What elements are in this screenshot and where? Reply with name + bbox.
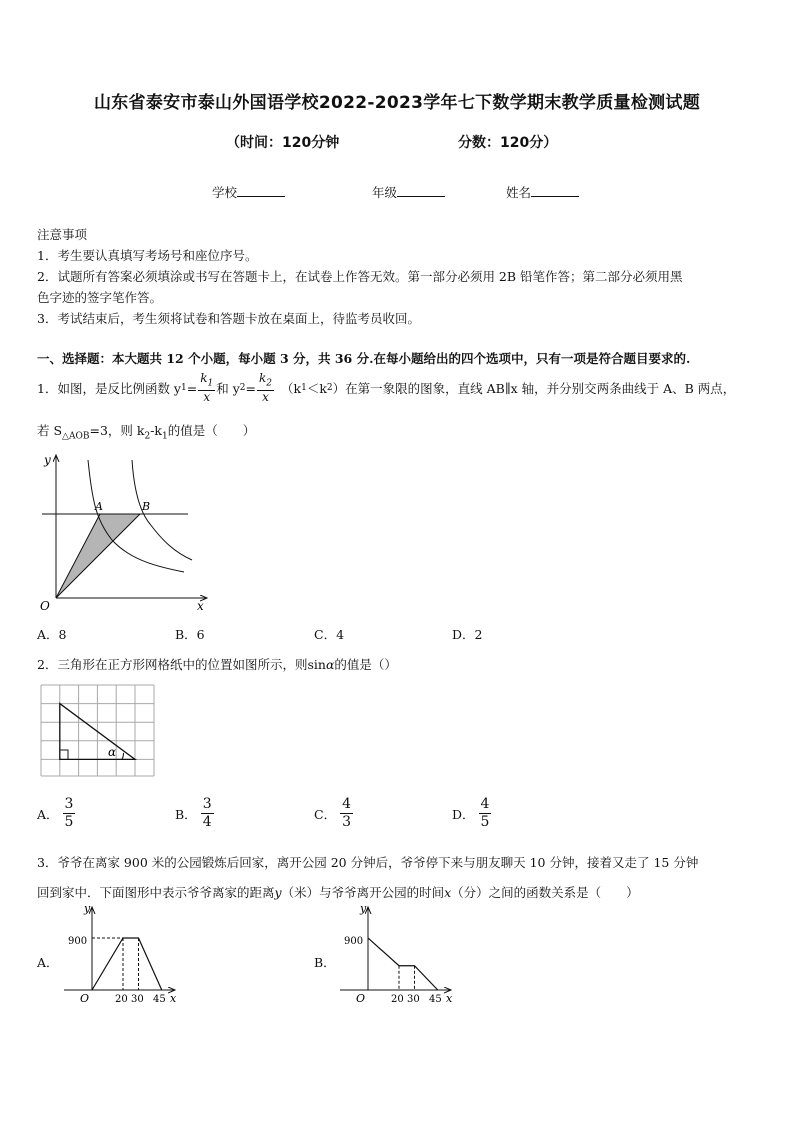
q3-graph-a[interactable]	[60, 902, 190, 1006]
triangle-aob	[56, 514, 140, 598]
q1-stem	[37, 368, 735, 408]
q3-stem-line2	[37, 883, 639, 901]
graph-b-tick-900: 900	[344, 936, 364, 947]
q1-figure	[34, 450, 214, 616]
school-blank	[237, 184, 285, 197]
graph-a-label-x: x	[170, 992, 177, 1005]
q1-sub: 1	[162, 431, 168, 442]
q1-option-b[interactable]: B．6	[175, 627, 205, 642]
frac-sub: 1	[207, 378, 214, 389]
q1-option-a[interactable]: A．8	[37, 627, 67, 642]
school-label: 学校	[212, 185, 238, 200]
frac-den: 4	[202, 814, 212, 830]
q1-text: -k	[150, 423, 162, 438]
frac-num: 4	[342, 796, 351, 812]
alpha-label: α	[108, 745, 117, 759]
angle-arc	[122, 753, 124, 760]
graph-a-label-o: O	[80, 992, 90, 1005]
grade-field	[372, 183, 445, 201]
q3-graph-b[interactable]	[336, 902, 466, 1006]
option-letter: A．	[37, 806, 59, 822]
q3-option-a-label[interactable]: A．	[37, 955, 59, 970]
q2-option-b[interactable]	[175, 796, 214, 831]
graph-b-label-y: y	[360, 902, 367, 915]
q2-alpha: α	[325, 657, 335, 672]
q1-sub: 2	[144, 431, 151, 442]
option-fraction	[63, 796, 76, 831]
option-letter: D．	[452, 806, 475, 822]
frac-num: 3	[64, 796, 74, 812]
graph-b-tick-45: 45	[429, 994, 442, 1005]
name-field	[506, 183, 579, 201]
q1-option-c[interactable]: C．4	[314, 627, 345, 642]
q1-text: ＜k	[306, 381, 327, 396]
q1-text: 和 y	[216, 381, 240, 396]
grid-lines	[41, 685, 154, 776]
fraction-k1-over-x	[198, 372, 215, 404]
right-angle-mark	[60, 750, 68, 759]
q2-grid-figure	[40, 684, 156, 777]
q2-stem	[37, 655, 397, 673]
q1-text: 若 S	[37, 423, 63, 438]
option-fraction	[340, 796, 353, 831]
note-item: 3．考试结束后，考生须将试卷和答题卡放在桌面上，待监考员收回。	[37, 311, 420, 326]
graph-a-tick-900: 900	[68, 936, 88, 947]
graph-b-tick-20: 20	[391, 994, 404, 1005]
option-letter: B．	[175, 806, 197, 822]
graph-a-tick-45: 45	[153, 994, 166, 1005]
frac-num: 4	[480, 796, 490, 812]
q3-text: （分）之间的函数关系是（ ）	[451, 885, 639, 900]
frac-num: 3	[202, 796, 212, 812]
fraction-k2-over-x	[257, 372, 274, 404]
q3-stem-line1: 3．爷爷在离家 900 米的公园锻炼后回家，离开公园 20 分钟后，爷爷停下来与朋友聊天 10 分钟，接着又走了 15 分钟	[37, 855, 699, 870]
graph-a-tick-20: 20	[115, 994, 128, 1005]
q1-sub: △AOB	[62, 431, 90, 442]
frac-den: x	[262, 390, 269, 405]
name-label: 姓名	[506, 185, 532, 200]
q2-option-d[interactable]	[452, 796, 491, 831]
option-fraction	[201, 796, 214, 831]
option-letter: C．	[314, 806, 337, 822]
q3-option-b-label[interactable]: B．	[314, 955, 336, 970]
q1-sub: 1	[181, 383, 187, 393]
graph-b-label-x: x	[446, 992, 453, 1005]
q1-sub: 1	[301, 383, 307, 393]
name-blank	[531, 184, 579, 197]
frac-num: k	[200, 370, 208, 385]
exam-score: 分数：120分）	[458, 135, 558, 151]
frac-den: 3	[342, 814, 351, 830]
q2-option-c[interactable]	[314, 796, 353, 831]
fig-label-y: y	[44, 453, 51, 467]
note-item: 色字迹的签字笔作答。	[37, 290, 163, 305]
section-heading: 一、选择题：本大题共 12 个小题，每小题 3 分，共 36 分.在每小题给出的四个选项中，只有一项是符合题目要求的.	[37, 351, 691, 366]
frac-sub: 2	[266, 378, 273, 389]
q1-text: ）在第一象限的图象，直线 AB∥x 轴，并分别交两条曲线于 A、B 两点，	[332, 381, 736, 396]
graph-b-tick-30: 30	[407, 994, 420, 1005]
q1-sub: 2	[239, 383, 246, 393]
q3-text: （米）与爷爷离开公园的时间	[281, 885, 445, 900]
q3-var-x: x	[444, 885, 452, 900]
notes-heading: 注意事项	[37, 227, 88, 242]
frac-den: x	[203, 390, 211, 405]
grade-label: 年级	[372, 185, 398, 200]
q2-text: 2．三角形在正方形网格纸中的位置如图所示，则	[37, 657, 308, 672]
q1-text: =	[245, 380, 256, 396]
fig-label-b: B	[142, 500, 151, 513]
school-field	[212, 183, 285, 201]
q1-sub: 2	[326, 383, 333, 393]
note-item: 2．试题所有答案必须填涂或书写在答题卡上，在试卷上作答无效。第一部分必须用 2B 铅笔作答；第二部分必须用黑	[37, 269, 683, 284]
q3-var-y: y	[274, 885, 282, 900]
graph-a-tick-30: 30	[131, 994, 144, 1005]
exam-time: （时间：120分钟	[226, 135, 340, 151]
graph-b-series	[368, 938, 438, 990]
frac-num: k	[259, 370, 267, 385]
option-fraction	[479, 796, 492, 831]
q1-text: =	[186, 380, 198, 396]
graph-a-label-y: y	[84, 902, 91, 915]
graph-b-label-o: O	[356, 992, 366, 1005]
q2-sin: sin	[307, 657, 326, 672]
q3-text: 回到家中．下面图形中表示爷爷离家的距离	[37, 885, 275, 900]
q1-text: （k	[281, 381, 302, 396]
q1-text: 1．如图，是反比例函数 y	[37, 381, 181, 396]
graph-a-series	[92, 938, 162, 990]
fig-label-o: O	[40, 599, 50, 613]
exam-title: 山东省泰安市泰山外国语学校2022-2023学年七下数学期末教学质量检测试题	[93, 93, 701, 113]
frac-den: 5	[480, 814, 490, 830]
q1-stem-line2	[37, 421, 255, 442]
frac-den: 5	[64, 814, 74, 830]
curve-k2	[132, 460, 192, 560]
q2-text: 的值是（）	[334, 657, 397, 672]
grade-blank	[397, 184, 445, 197]
q1-text: 的值是（ ）	[167, 423, 256, 438]
q1-option-d[interactable]: D．2	[452, 627, 483, 642]
note-item: 1．考生要认真填写考场号和座位序号。	[37, 248, 258, 263]
fig-label-x: x	[197, 599, 204, 613]
q2-option-a[interactable]	[37, 796, 75, 831]
fig-label-a: A	[95, 500, 103, 513]
q1-text: =3，则 k	[89, 423, 145, 438]
